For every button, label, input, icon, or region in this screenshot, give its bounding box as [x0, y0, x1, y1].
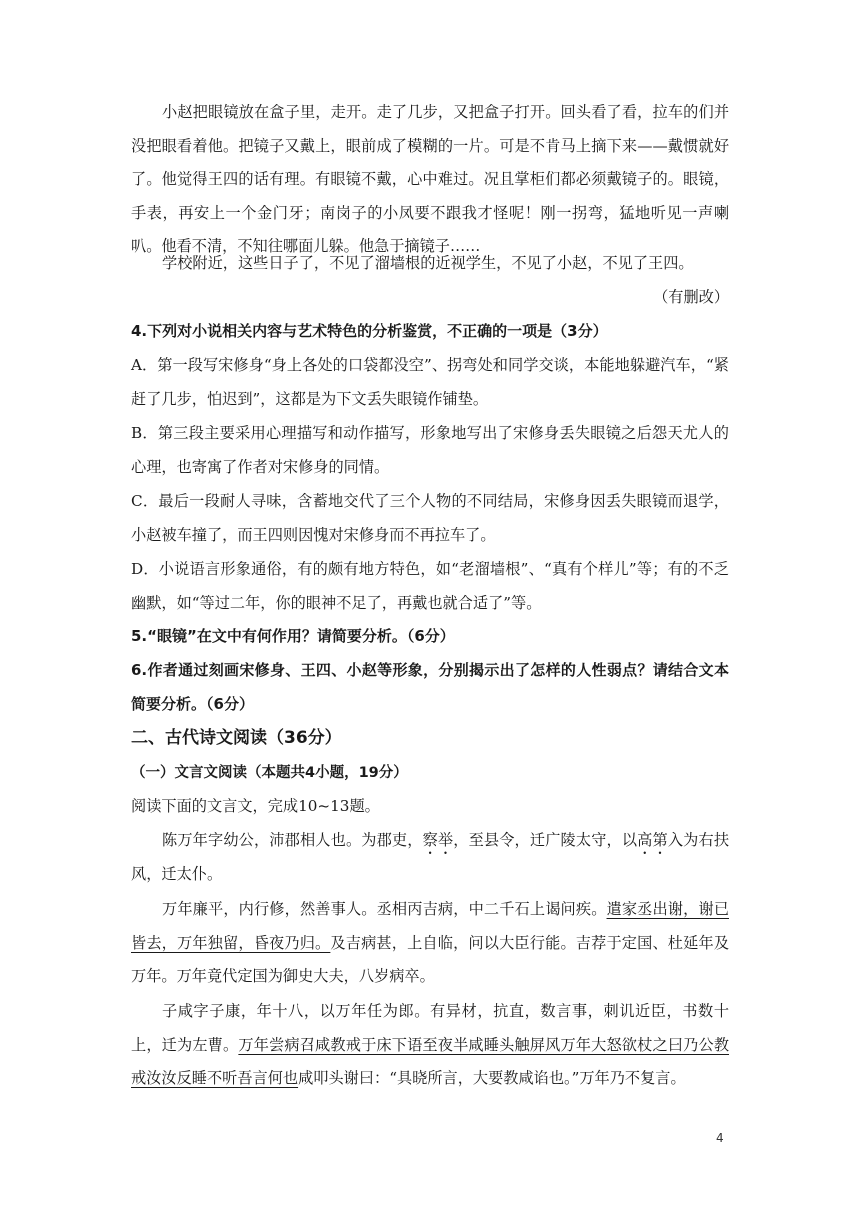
story-paragraph-2: 学校附近，这些日子了，不见了溜墙根的近视学生，不见了小赵，不见了王四。	[162, 254, 694, 272]
question-4-option-c: C．最后一段耐人寻味，含蓄地交代了三个人物的不同结局，宋修身因丢失眼镜而退学，小赵被车撞了，而王四则因愧对宋修身而不再拉车了。	[131, 492, 729, 544]
question-4-option-d: D．小说语言形象通俗，有的颇有地方特色，如“老溜墙根”、“真有个样儿”等；有的不乏幽默，如“等过二年，你的眼神不足了，再戴也就合适了”等。	[131, 560, 729, 612]
classical-p2-text-a: 万年廉平，内行修，然善事人。丞相丙吉病，中二千石上谒问疾。	[162, 900, 607, 918]
page-number: 4	[716, 1131, 724, 1145]
classical-paragraph-2	[131, 893, 729, 994]
reading-instruction: 阅读下面的文言文，完成10~13题。	[131, 797, 380, 815]
classical-p3-text-b: 咸叩头谢曰：“具晓所言，大要教咸谄也。”万年乃不复言。	[298, 1069, 686, 1087]
question-5: 5.“眼镜”在文中有何作用？请简要分析。（6分）	[131, 627, 455, 645]
classical-paragraph-1	[131, 824, 729, 892]
question-4-stem: 4.下列对小说相关内容与艺术特色的分析鉴赏，不正确的一项是（3分）	[131, 322, 608, 340]
classical-p1-text-c: 入为右扶风，迁太仆。	[131, 831, 729, 883]
classical-p1-text-b: ，至县令，迁广陵太守，以	[453, 831, 638, 849]
question-4-option-b: B．第三段主要采用心理描写和动作描写，形象地写出了宋修身丢失眼镜之后怨天尤人的心理，也寄寓了作者对宋修身的同情。	[131, 424, 729, 476]
revision-note: （有删改）	[653, 288, 729, 306]
classical-p2-text-b: 及吉病甚，上自临，问以大臣行能。吉荐于定国、杜延年及万年。万年竟代定国为御史大夫，八岁病卒。	[131, 933, 730, 985]
underlined-sentence-1: 遣家丞出谢，谢已皆去，万年独留，昏夜乃归。	[131, 900, 729, 952]
classical-p3-text-a: 子咸字子康，年十八，以万年任为郎。有异材，抗直，数言事，刺讥近臣，书数十上，迁为左曹。	[131, 1002, 729, 1054]
emphasized-word-gaodi: 高第	[637, 831, 668, 849]
underlined-sentence-2: 万年尝病召咸教戒于床下语至夜半咸睡头触屏风万年大怒欲杖之曰乃公教戒汝汝反睡不听吾言何也	[131, 1035, 730, 1087]
subsection-1-title: （一）文言文阅读（本题共4小题，19分）	[131, 765, 408, 781]
question-6: 6.作者通过刻画宋修身、王四、小赵等形象，分别揭示出了怎样的人性弱点？请结合文本简要分析。（6分）	[131, 661, 729, 713]
story-paragraph-1: 小赵把眼镜放在盒子里，走开。走了几步，又把盒子打开。回头看了看，拉车的们并没把眼看着他。把镜子又戴上，眼前成了模糊的一片。可是不肯马上摘下来——戴惯就好了。他觉得王四的话有理。有眼镜不戴，心中难过。况且掌柜们都必须戴镜子的。眼镜，手表，再安上一个金门牙；南岗子的小凤要不跟我才怪呢！刚一拐弯，猛地听见一声喇叭。他看不清，不知往哪面儿躲。他急于摘镜子……	[131, 103, 729, 255]
classical-paragraph-3	[131, 995, 729, 1096]
classical-p1-text-a: 陈万年字幼公，沛郡相人也。为郡吏，	[162, 831, 423, 849]
question-4-option-a: A．第一段写宋修身“身上各处的口袋都没空”、拐弯处和同学交谈，本能地躲避汽车，“紧赶了几步，怕迟到”，这都是为下文丢失眼镜作铺垫。	[131, 356, 729, 408]
emphasized-word-chaju: 察举	[422, 831, 454, 849]
section-2-title: 二、古代诗文阅读（36分）	[131, 728, 342, 748]
